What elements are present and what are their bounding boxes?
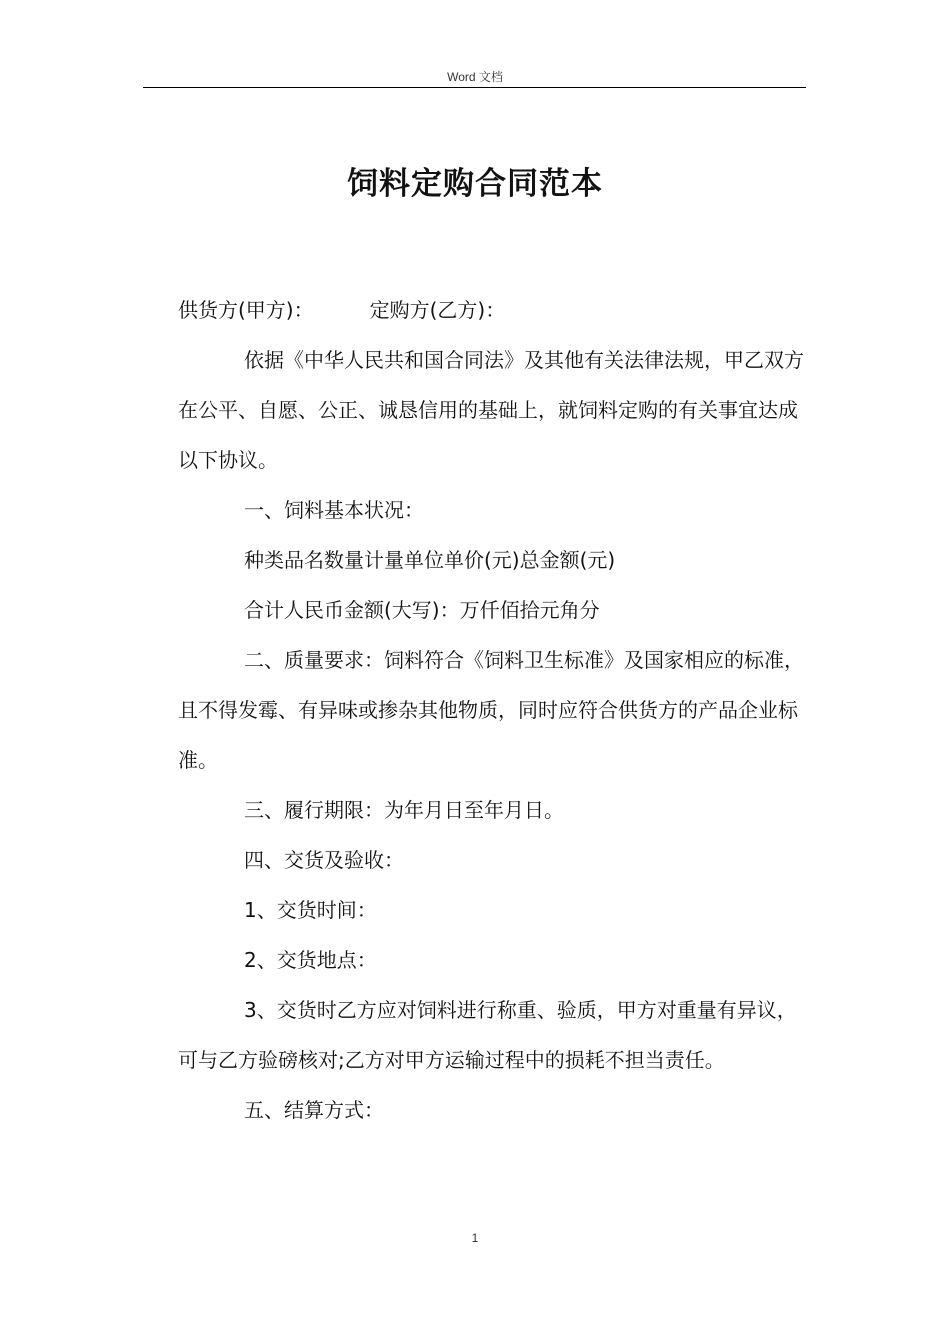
- paragraph: 合计人民币金额(大写)：万仟佰拾元角分: [244, 598, 600, 622]
- section-heading: 一、饲料基本状况：: [244, 498, 424, 522]
- supplier-label: 供货方(甲方)：: [178, 298, 314, 322]
- page-header: Word 文档: [447, 70, 503, 84]
- page-number: 1: [471, 1231, 479, 1245]
- buyer-label: 定购方(乙方)：: [369, 298, 506, 322]
- paragraph: 依据《中华人民共和国合同法》及其他有关法律法规，甲乙双方在公平、自愿、公正、诚恳信用的基础上，就饲料定购的有关事宜达成以下协议。: [178, 348, 804, 472]
- header-divider: [143, 87, 806, 88]
- document-title: 饲料定购合同范本: [347, 166, 603, 202]
- list-item: 3、交货时乙方应对饲料进行称重、验质，甲方对重量有异议，可与乙方验磅核对;乙方对甲方运输过程中的损耗不担当责任。: [178, 998, 797, 1072]
- document-body: [178, 285, 806, 1135]
- section-heading: 五、结算方式：: [244, 1098, 384, 1122]
- parties-line: [178, 285, 806, 335]
- paragraph: 三、履行期限：为年月日至年月日。: [244, 798, 564, 822]
- list-item: 2、交货地点：: [244, 948, 377, 972]
- list-item: 1、交货时间：: [244, 898, 377, 922]
- section-heading: 四、交货及验收：: [244, 848, 404, 872]
- paragraph: 二、质量要求：饲料符合《饲料卫生标准》及国家相应的标准，且不得发霉、有异味或掺杂其他物质，同时应符合供货方的产品企业标准。: [178, 648, 804, 772]
- paragraph: 种类品名数量计量单位单价(元)总金额(元): [244, 548, 616, 572]
